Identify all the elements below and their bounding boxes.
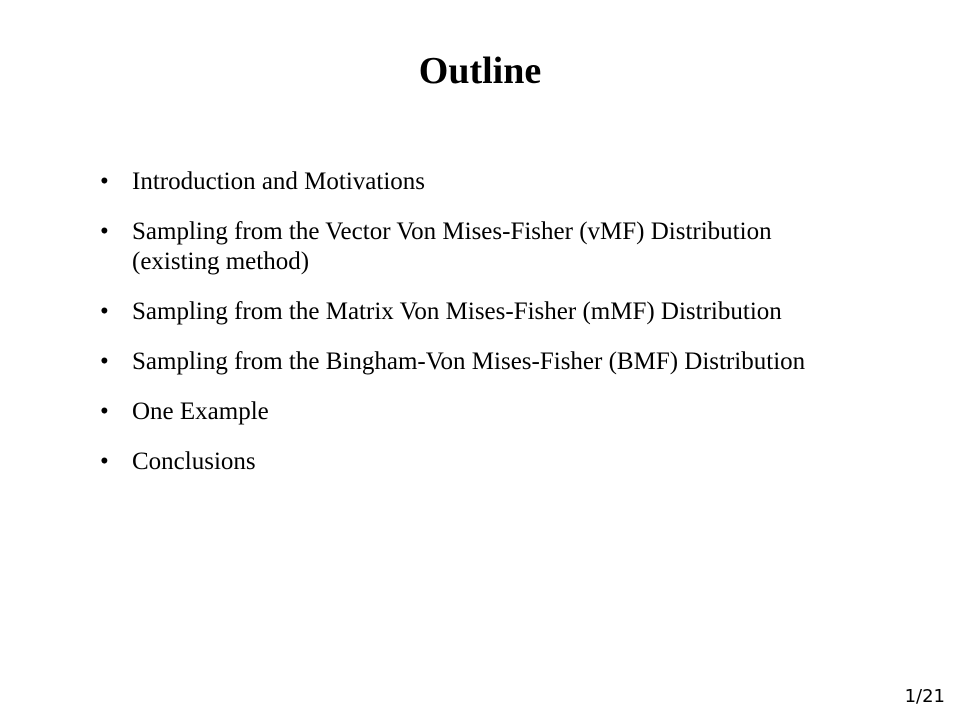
outline-item-vmf xyxy=(100,217,860,277)
bullet-icon: • xyxy=(100,448,109,475)
bullet-icon: • xyxy=(100,348,109,375)
page-number: 1/21 xyxy=(904,686,945,707)
outline-item-introduction xyxy=(100,167,860,197)
outline-item-label: Sampling from the Bingham-Von Mises-Fisher (BMF) Distribution xyxy=(132,348,806,375)
bullet-icon: • xyxy=(100,168,109,195)
outline-item-example xyxy=(100,397,860,427)
outline-list xyxy=(100,167,860,497)
bullet-icon: • xyxy=(100,298,109,325)
outline-item-label: Sampling from the Vector Von Mises-Fisher (vMF) Distribution (existing method) xyxy=(132,218,772,275)
outline-item-label: Conclusions xyxy=(132,448,256,475)
outline-item-conclusions xyxy=(100,447,860,477)
outline-item-bmf xyxy=(100,347,860,377)
outline-item-label: Sampling from the Matrix Von Mises-Fisher (mMF) Distribution xyxy=(132,298,782,325)
outline-item-label: Introduction and Motivations xyxy=(132,168,426,195)
outline-item-mmf xyxy=(100,297,860,327)
slide-title: Outline xyxy=(418,50,542,92)
outline-item-label: One Example xyxy=(132,398,269,425)
bullet-icon: • xyxy=(100,398,109,425)
bullet-icon: • xyxy=(100,218,109,245)
